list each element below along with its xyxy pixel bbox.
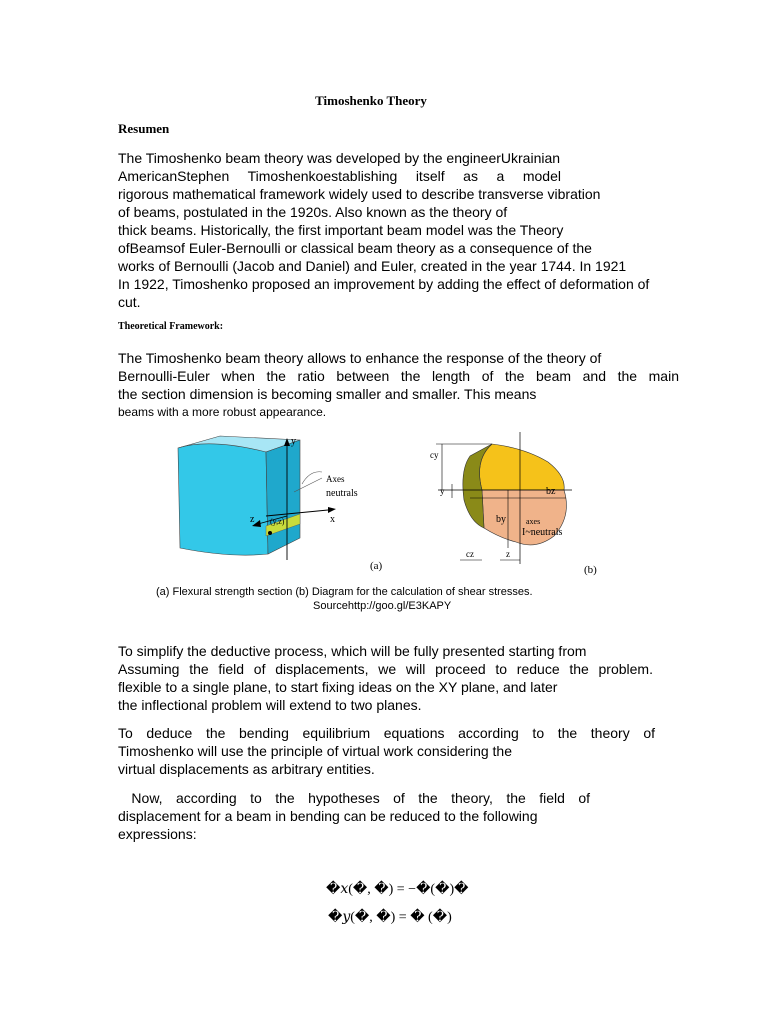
y-label: y: [440, 486, 445, 496]
bz-label: bz: [546, 486, 556, 497]
paragraph-line: cut.: [118, 294, 141, 310]
b-axes-label: axes: [526, 517, 541, 526]
section-point: [268, 531, 272, 535]
paragraph-line: ofBeamsof Euler-Bernoulli or classical beam theory as a consequence of the: [118, 240, 592, 256]
figure-a-tag: (a): [370, 560, 383, 572]
paragraph-line: To simplify the deductive process, which will be fully presented starting from: [118, 643, 587, 659]
equation-1: �𝑥(�, �) = −�(�)�: [326, 882, 469, 897]
figure-source: Sourcehttp://goo.gl/E3KAPY: [313, 600, 452, 612]
beam-front-face: [178, 444, 268, 555]
paragraph-line: the inflectional problem will extend to two planes.: [118, 697, 422, 713]
figure-a: [178, 436, 383, 572]
paragraph-line: the section dimension is becoming smaller and smaller. This means: [118, 386, 537, 402]
cy-label: cy: [430, 450, 439, 460]
equation-2: �𝑦(�, �) = � (�): [328, 910, 452, 925]
axes-label: Axes: [326, 474, 345, 484]
paragraph-line: works of Bernoulli (Jacob and Daniel) and Euler, created in the year 1744. In 1921: [118, 258, 627, 274]
paragraph-line: AmericanStephen Timoshenkoestablishing itself as a model: [118, 168, 561, 184]
by-label: by: [496, 514, 506, 525]
paragraph-line: beams with a more robust appearance.: [118, 405, 327, 419]
neutrals-label: neutrals: [326, 488, 358, 499]
z-label: z: [506, 549, 510, 559]
axis-x-label: x: [330, 514, 335, 525]
x-axis-arrow: [328, 507, 336, 513]
axis-y-label: y: [291, 436, 296, 447]
b-neutrals-label: I~neutrals: [522, 527, 563, 538]
paragraph-line: In 1922, Timoshenko proposed an improvement by adding the effect of deformation of: [118, 276, 650, 292]
paragraph-line: To deduce the bending equilibrium equations according to the theory of: [118, 725, 655, 741]
paragraph-line: Assuming the field of displacements, we will proceed to reduce the problem.: [118, 661, 653, 677]
axis-z-label: z: [250, 514, 255, 525]
paragraph-line: expressions:: [118, 826, 197, 842]
paragraph-line: flexible to a single plane, to start fixing ideas on the XY plane, and later: [118, 679, 558, 695]
axes-leader: [302, 472, 322, 484]
figure-b: [430, 432, 597, 576]
document-title: Timoshenko Theory: [315, 93, 427, 108]
beam-side-face: [266, 440, 300, 554]
paragraph-line: virtual displacements as arbitrary entities.: [118, 761, 375, 777]
cz-label: cz: [466, 549, 474, 559]
paragraph-line: thick beams. Historically, the first important beam model was the Theory: [118, 222, 564, 238]
paragraph-line: Timoshenko will use the principle of virtual work considering the: [118, 743, 512, 759]
framework-heading: Theoretical Framework:: [118, 321, 224, 332]
paragraph-line: rigorous mathematical framework widely used to describe transverse vibration: [118, 186, 601, 202]
point-label: (y,z): [270, 517, 285, 526]
abstract-heading: Resumen: [118, 121, 170, 136]
figure-caption: (a) Flexural strength section (b) Diagram for the calculation of shear stresses.: [156, 586, 533, 598]
section-top: [480, 444, 565, 490]
paragraph-line: Bernoulli-Euler when the ratio between the length of the beam and the main: [118, 368, 679, 384]
figure-b-tag: (b): [584, 564, 597, 576]
paragraph-line: The Timoshenko beam theory allows to enhance the response of the theory of: [118, 350, 602, 366]
paragraph-line: Now, according to the hypotheses of the theory, the field of: [118, 790, 590, 806]
beam-section-figure: [170, 430, 610, 580]
paragraph-line: The Timoshenko beam theory was developed by the engineerUkrainian: [118, 150, 561, 166]
paragraph-line: of beams, postulated in the 1920s. Also known as the theory of: [118, 204, 508, 220]
paragraph-line: displacement for a beam in bending can be reduced to the following: [118, 808, 538, 824]
